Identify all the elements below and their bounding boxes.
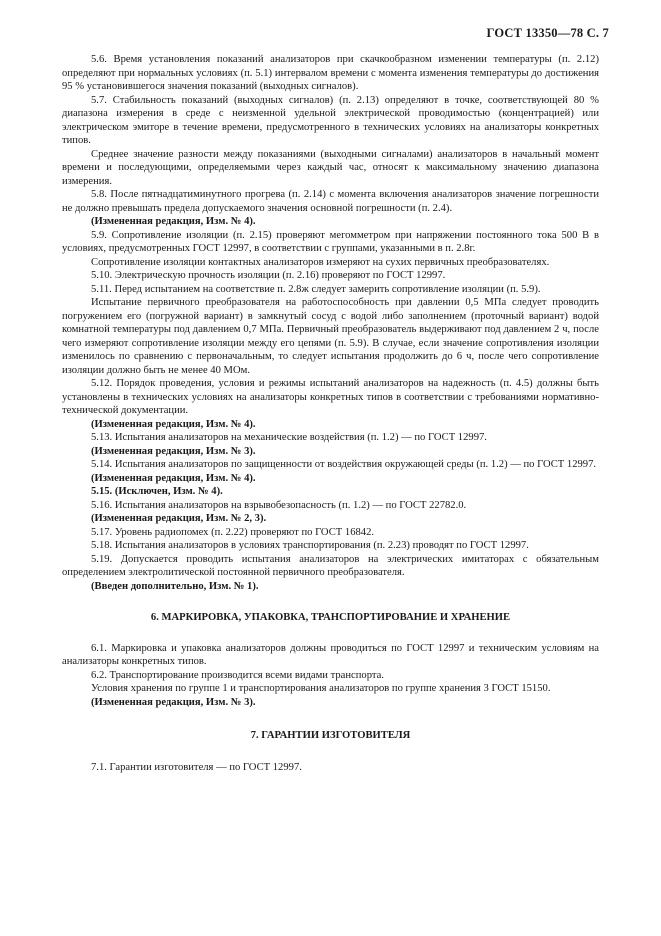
paragraph: 5.19. Допускается проводить испытания анализаторов на электрических имитаторах с обязательным определением электролитической постоянной первичного преобразователя. <box>62 553 599 578</box>
paragraph: 5.9. Сопротивление изоляции (п. 2.15) проверяют мегомметром при напряжении постоянного тока 500 В в условиях, предусмотренных ГОСТ 12997, в соответствии с группами, указанными в п. 2.8г. <box>62 229 599 254</box>
amendment-note: 5.15. (Исключен, Изм. № 4). <box>91 486 223 497</box>
amendment-note: (Измененная редакция, Изм. № 4). <box>91 472 256 484</box>
amendment-note: (Введен дополнительно, Изм. № 1). <box>91 580 259 592</box>
paragraph: 5.10. Электрическую прочность изоляции (п. 2.16) проверяют по ГОСТ 12997. <box>91 270 446 281</box>
amendment-note: (Измененная редакция, Изм. № 4). <box>91 216 256 227</box>
section-6-paragraphs <box>62 642 599 710</box>
paragraph: 5.16. Испытания анализаторов на взрывобезопасность (п. 1.2) — по ГОСТ 22782.0. <box>91 499 467 511</box>
paragraph: Среднее значение разности между показаниями (выходными сигналами) анализаторов в начальный момент времени и последующими, определяемыми через каждый час, относят к максимальному значению диапазона измерения. <box>62 148 599 187</box>
page-header: ГОСТ 13350—78 С. 7 <box>486 26 609 40</box>
amendment-note: (Измененная редакция, Изм. № 4). <box>91 418 256 430</box>
amendment-note: (Измененная редакция, Изм. № 2, 3). <box>91 513 267 524</box>
section-7-paragraphs <box>62 761 599 775</box>
paragraph: 5.6. Время установления показаний анализаторов при скачкообразном изменении температуры (п. 2.12) определяют при нормальных условиях (п. 5.1) интервалом времени с момента изменения температуры до достижения 95 % установившегося значения показаний (выходных сигналов). <box>62 54 599 92</box>
paragraph: 6.2. Транспортирование производится всеми видами транспорта. <box>91 669 384 681</box>
section-5-paragraphs <box>62 53 599 593</box>
paragraph: Испытание первичного преобразователя на работоспособность при давлении 0,5 МПа следует проводить погружением его (погружной вариант) в замкнутый сосуд с водой либо заполнением (проточный вариант) водой комнатной температуры под давлением 0,7 МПа. Первичный преобразователь выдерживают под давлением 2 ч, после чего измеряют сопротивление изоляции между его цепями (п. 5.9). В случае, если значение сопротивления изоляции изменилось по сравнению с первоначальным, то следует испытания продолжить до 6 ч, после чего сопротивление изоляции должно быть не менее 40 МОм. <box>62 297 599 376</box>
amendment-note: (Измененная редакция, Изм. № 3). <box>91 445 256 457</box>
paragraph: 5.17. Уровень радиопомех (п. 2.22) проверяют по ГОСТ 16842. <box>91 526 375 538</box>
paragraph: 7.1. Гарантии изготовителя — по ГОСТ 12997. <box>91 761 302 773</box>
section-7-title: 7. ГАРАНТИИ ИЗГОТОВИТЕЛЯ <box>250 730 411 741</box>
paragraph: 5.8. После пятнадцатиминутного прогрева (п. 2.14) с момента включения анализаторов значение погрешности не должно превышать предела допускаемого значения основной погрешности (п. 2.4). <box>62 189 599 214</box>
paragraph: 5.7. Стабильность показаний (выходных сигналов) (п. 2.13) определяют в точке, соответствующей 80 % диапазона измерения в среде с неизменной удельной электрической проводимостью (концентрацией) или электрическом эмиторе в течение времени, предусмотренного в технических условиях на анализаторы конкретных типов. <box>62 94 599 146</box>
paragraph: Условия хранения по группе 1 и транспортирования анализаторов по группе хранения 3 ГОСТ 15150. <box>91 683 551 694</box>
paragraph: Сопротивление изоляции контактных анализаторов измеряют на сухих первичных преобразователях. <box>91 256 550 268</box>
paragraph: 5.14. Испытания анализаторов по защищенности от воздействия окружающей среды (п. 1.2) — по ГОСТ 12997. <box>91 459 597 470</box>
amendment-note: (Измененная редакция, Изм. № 3). <box>91 696 256 708</box>
paragraph: 6.1. Маркировка и упаковка анализаторов должны проводиться по ГОСТ 12997 и техническим условиям на анализаторы конкретных типов. <box>62 642 599 667</box>
section-6-title: 6. МАРКИРОВКА, УПАКОВКА, ТРАНСПОРТИРОВАНИЕ И ХРАНЕНИЕ <box>150 612 511 623</box>
paragraph: 5.13. Испытания анализаторов на механические воздействия (п. 1.2) — по ГОСТ 12997. <box>91 432 487 443</box>
paragraph: 5.11. Перед испытанием на соответствие п. 2.8ж следует замерить сопротивление изоляции (п. 5.9). <box>91 283 541 295</box>
page-body <box>62 53 599 774</box>
paragraph: 5.12. Порядок проведения, условия и режимы испытаний анализаторов на надежность (п. 4.5) должны быть установлены в технических условиях на анализаторы конкретных типов в соответствии с требованиями нормативно-технической документации. <box>62 378 599 416</box>
paragraph: 5.18. Испытания анализаторов в условиях транспортирования (п. 2.23) проводят по ГОСТ 12997. <box>91 540 529 551</box>
